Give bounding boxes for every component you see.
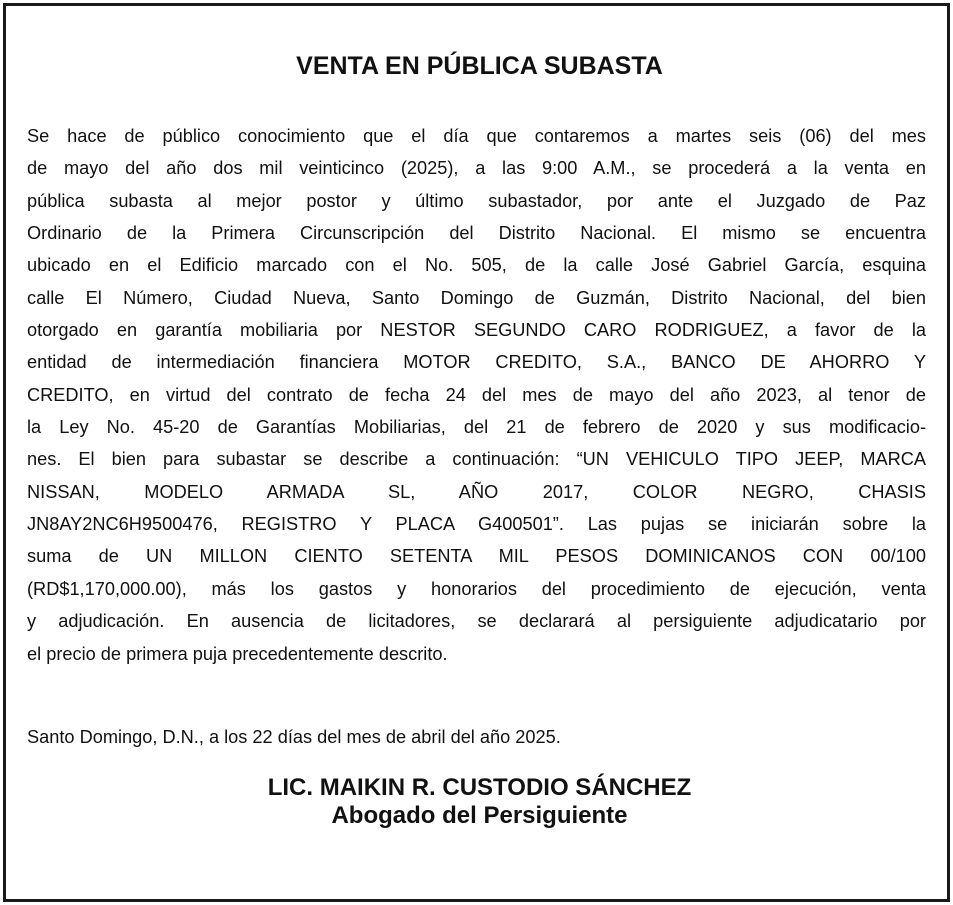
notice-title: VENTA EN PÚBLICA SUBASTA bbox=[296, 52, 663, 80]
body-line: el precio de primera puja precedentemente descrito. bbox=[27, 643, 448, 664]
date-line: Santo Domingo, D.N., a los 22 días del mes de abril del año 2025. bbox=[27, 727, 561, 747]
body-line: suma de UN MILLON CIENTO SETENTA MIL PESOS DOMINICANOS CON 00/100 bbox=[27, 546, 926, 567]
body-line: ubicado en el Edificio marcado con el No. 505, de la calle José Gabriel García, esquina bbox=[27, 255, 926, 276]
body-line: de mayo del año dos mil veinticinco (2025), a las 9:00 A.M., se procederá a la venta en bbox=[27, 158, 926, 179]
body-line: otorgado en garantía mobiliaria por NESTOR SEGUNDO CARO RODRIGUEZ, a favor de la bbox=[27, 320, 926, 341]
signature-role: Abogado del Persiguiente bbox=[331, 802, 628, 829]
body-line: NISSAN, MODELO ARMADA SL, AÑO 2017, COLOR NEGRO, CHASIS bbox=[27, 481, 926, 502]
body-line: JN8AY2NC6H9500476, REGISTRO Y PLACA G400501”. Las pujas se iniciarán sobre la bbox=[27, 514, 926, 535]
notice-frame bbox=[3, 3, 950, 902]
body-line: y adjudicación. En ausencia de licitadores, se declarará al persiguiente adjudicatario por bbox=[27, 611, 926, 632]
signature-name: LIC. MAIKIN R. CUSTODIO SÁNCHEZ bbox=[267, 774, 692, 801]
notice-body bbox=[27, 120, 926, 670]
body-line: CREDITO, en virtud del contrato de fecha 24 del mes de mayo del año 2023, al tenor de bbox=[27, 384, 926, 405]
body-line: calle El Número, Ciudad Nueva, Santo Domingo de Guzmán, Distrito Nacional, del bien bbox=[27, 287, 926, 308]
body-line: Ordinario de la Primera Circunscripción del Distrito Nacional. El mismo se encuentra bbox=[27, 223, 926, 244]
body-line: nes. El bien para subastar se describe a continuación: “UN VEHICULO TIPO JEEP, MARCA bbox=[27, 449, 926, 470]
body-line: la Ley No. 45-20 de Garantías Mobiliarias, del 21 de febrero de 2020 y sus modificacio- bbox=[27, 417, 926, 438]
body-line: pública subasta al mejor postor y último subastador, por ante el Juzgado de Paz bbox=[27, 190, 926, 211]
signature-block bbox=[6, 774, 953, 830]
body-line: Se hace de público conocimiento que el día que contaremos a martes seis (06) del mes bbox=[27, 126, 926, 146]
body-line: entidad de intermediación financiera MOTOR CREDITO, S.A., BANCO DE AHORRO Y bbox=[27, 352, 926, 373]
body-line: (RD$1,170,000.00), más los gastos y honorarios del procedimiento de ejecución, venta bbox=[27, 578, 926, 599]
